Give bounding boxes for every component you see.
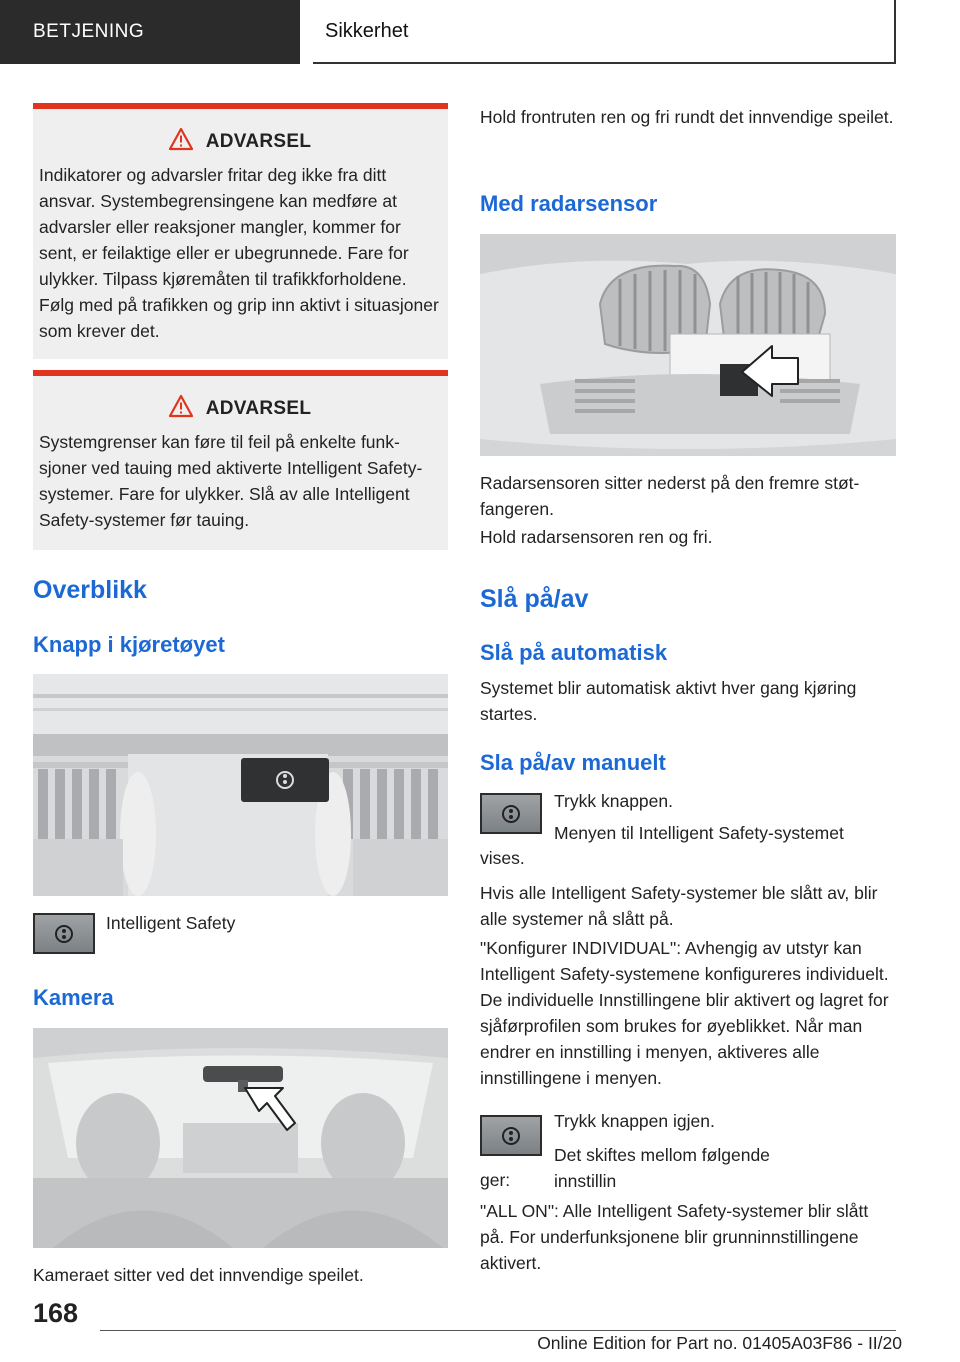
press-button-text: Trykk knappen. (554, 791, 673, 811)
switch-text: Det skiftes mellom følgende innstillin (554, 1145, 770, 1191)
dashboard-button-photo (33, 674, 448, 896)
warning-text: Indikatorer og advarsler fritar deg ikke fra ditt ansvar. Systembegrensingene kan medføre at advarsler eller reaksjoner mangler, kommer for sent, er feilaktige eller er ubegrunnede. Fare for ulykker. Tilpass kjøremåten til trafikkforholdene. Følg med på trafikken og grip inn aktivt i situasjoner som krever det. (39, 165, 439, 341)
warning-triangle-icon (168, 394, 194, 423)
auto-text: Systemet blir automatisk aktivt hver gang kjøring startes. (480, 678, 857, 724)
radar-text-2: Hold radarsensoren ren og fri. (480, 527, 713, 547)
footer-divider (100, 1330, 896, 1331)
auto-heading: Slå på automatisk (480, 640, 668, 665)
warning-box-2 (33, 370, 448, 550)
section-tab: BETJENING (0, 0, 300, 64)
warning-box-1 (33, 103, 448, 359)
intelligent-safety-button-icon (480, 1115, 542, 1156)
intelligent-safety-button-icon (480, 793, 542, 834)
camera-photo (33, 1028, 448, 1248)
camera-heading: Kamera (33, 985, 114, 1010)
warning-text: Systemgrenser kan føre til feil på enkelte funksjoner ved tauing med aktiverte Intelligent Safety-systemer. Fare for ulykker. Slå av alle Intelligent Safety-systemer før tauing. (39, 432, 423, 530)
intelligent-safety-button-icon (33, 913, 95, 954)
radar-photo (480, 234, 896, 456)
radar-text-1: Radarsensoren sitter nederst på den fremre støtfangeren. (480, 473, 860, 519)
edition-footer: Online Edition for Part no. 01405A03F86 - II/20 (537, 1333, 902, 1353)
warning-title: ADVARSEL (205, 130, 312, 152)
all-off-text: Hvis alle Intelligent Safety-systemer ble slått av, blir alle systemer nå slått på. (480, 883, 878, 929)
menu-shown-text: Menyen til Intelligent Safety-systemet (554, 823, 844, 843)
warning-title: ADVARSEL (205, 397, 312, 419)
menu-shown-text-cont: vises. (480, 848, 525, 868)
button-heading: Knapp i kjøretøyet (33, 632, 225, 657)
manual-heading: Sla på/av manuelt (480, 750, 666, 775)
page-number: 168 (33, 1298, 79, 1328)
all-on-text: "ALL ON": Alle Intelligent Safety-systemer blir slått på. For underfunksjonene blir grunninnstillingene aktivert. (480, 1201, 869, 1273)
individual-text: "Konfigurer INDIVIDUAL": Avhengig av utstyr kan Intelligent Safety-systemene konfigureres individuelt. De individuelle Innstillingene blir aktivert og lagret for sjåførprofilen som brukes for øyeblikket. Når man endrer en innstilling i menyen, aktiveres alle innstillingene i menyen. (480, 938, 889, 1088)
switch-text-cont: ger: (480, 1170, 511, 1190)
intro-text: Hold frontruten ren og fri rundt det innvendige speilet. (480, 107, 894, 127)
overview-heading: Overblikk (33, 576, 147, 604)
button-caption: Intelligent Safety (106, 913, 236, 933)
onoff-heading: Slå på/av (480, 585, 589, 613)
warning-triangle-icon (168, 127, 194, 156)
radar-heading: Med radarsensor (480, 191, 658, 216)
press-again-text: Trykk knappen igjen. (554, 1111, 715, 1131)
camera-caption: Kameraet sitter ved det innvendige speilet. (33, 1265, 364, 1285)
page-section-title: Sikkerhet (313, 0, 896, 64)
